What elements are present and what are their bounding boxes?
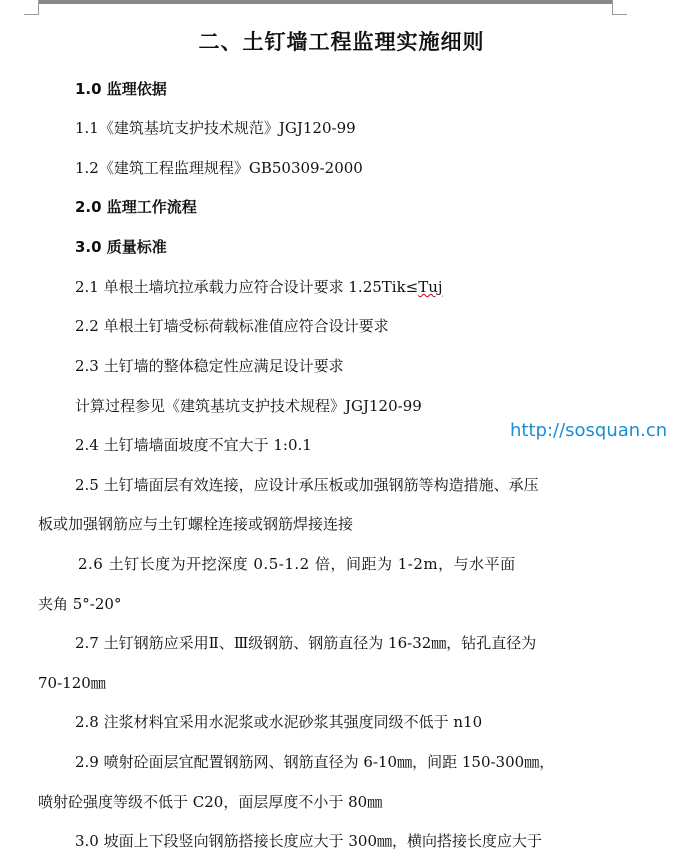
paragraph-1-1: 1.1《建筑基坑支护技术规范》JGJ120-99 (75, 119, 356, 137)
section-heading-basis: 1.0 监理依据 (75, 80, 167, 98)
spellcheck-flagged-word: Tuj (418, 278, 443, 296)
paragraph-2-2: 2.2 单根土钉墙受标荷载标准值应符合设计要求 (75, 317, 389, 335)
paragraph-2-3: 2.3 土钉墙的整体稳定性应满足设计要求 (75, 357, 344, 375)
section-heading-workflow: 2.0 监理工作流程 (75, 198, 197, 216)
paragraph-2-7: 2.7 土钉钢筋应采用Ⅱ、Ⅲ级钢筋、钢筋直径为 16-32㎜，钻孔直径为 (75, 634, 537, 652)
paragraph-2-7-cont: 70-120㎜ (38, 674, 106, 692)
paragraph-2-9-cont: 喷射砼强度等级不低于 C20，面层厚度不小于 80㎜ (38, 793, 383, 811)
paragraph-2-4: 2.4 土钉墙墙面坡度不宜大于 1:0.1 (75, 436, 312, 454)
paragraph-2-8: 2.8 注浆材料宜采用水泥浆或水泥砂浆其强度同级不低于 n10 (75, 713, 483, 731)
document-title: 二、土钉墙工程监理实施细则 (198, 30, 485, 54)
paragraph-2-5-cont: 板或加强钢筋应与土钉螺栓连接或钢筋焊接连接 (38, 515, 354, 533)
paragraph-2-5: 2.5 土钉墙面层有效连接，应设计承压板或加强钢筋等构造措施、承压 (75, 476, 539, 494)
crop-mark-top-left (24, 0, 39, 15)
paragraph-2-1-text: 2.1 单根土墙坑拉承载力应符合设计要求 1.25Tik≤ (75, 278, 419, 296)
crop-mark-top-right (612, 0, 627, 15)
watermark-url: http://sosquan.cn (510, 420, 668, 441)
paragraph-calc-reference: 计算过程参见《建筑基坑支护技术规程》JGJ120-99 (75, 397, 422, 415)
page-top-edge (38, 0, 612, 4)
section-heading-quality: 3.0 质量标准 (75, 238, 167, 256)
paragraph-3-0: 3.0 坡面上下段竖向钢筋搭接长度应大于 300㎜，横向搭接长度应大于 (75, 832, 543, 850)
paragraph-2-9: 2.9 喷射砼面层宜配置钢筋网、钢筋直径为 6-10㎜，间距 150-300㎜， (75, 753, 555, 771)
paragraph-1-2: 1.2《建筑工程监理规程》GB50309-2000 (75, 159, 363, 177)
paragraph-2-6: 2.6 土钉长度为开挖深度 0.5-1.2 倍，间距为 1-2m，与水平面 (78, 555, 516, 573)
paragraph-2-6-cont: 夹角 5°-20° (38, 595, 122, 613)
paragraph-2-1 (75, 277, 443, 297)
